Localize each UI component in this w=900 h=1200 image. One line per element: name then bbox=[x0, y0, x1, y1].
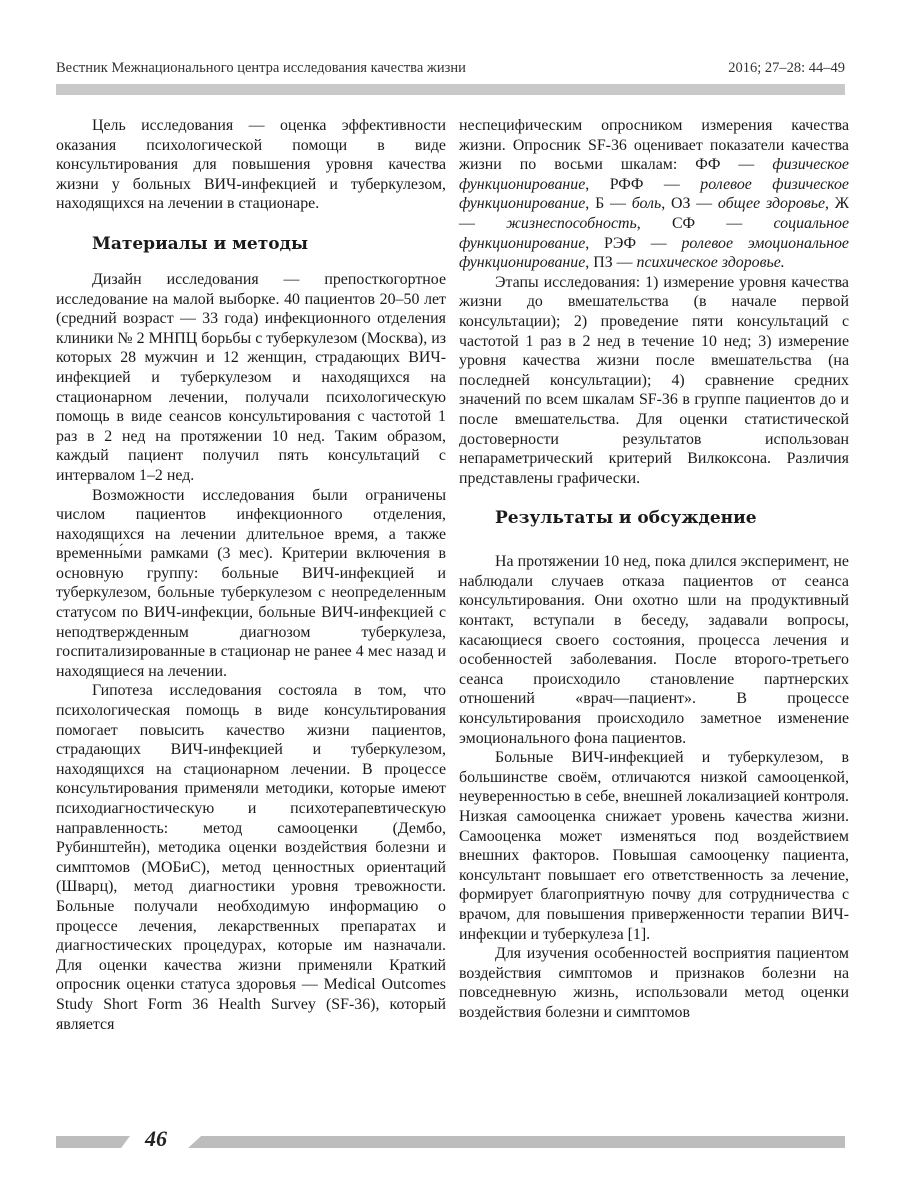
scale-ref: ролевое эмоциональное функционирование bbox=[459, 234, 849, 272]
scale-rff: ролевое физическое функционирование bbox=[459, 175, 849, 213]
text-run: , РЭФ — bbox=[585, 234, 682, 252]
paragraph-design: Дизайн исследования — препосткогортное исследование на малой выборке. 40 пациентов 20–50 лет (средний возраст — 33 года) инфекционного отделения клиники № 2 МНПЦ борьбы с туберкулезом (Москва), из которых 28 мужчин и 12 женщин, страдающих ВИЧ-инфекцией и туберкулезом и находящихся на стационарном лечении, получали психологическую помощь в виде сеансов консультирования с частотой 1 раз в 2 нед на протяжении 10 нед. Таким образом, каждый пациент получил пять консультаций с интервалом 1–2 нед. bbox=[56, 270, 446, 484]
paragraph-limitations: Возможности исследования были ограничены числом пациентов инфекционного отделения, находящихся на лечении длительное время, а также временны́ми рамками (3 мес). Критерии включения в основную группу: больные ВИЧ-инфекцией и туберкулезом, больные туберкулезом с неопределенным статусом по ВИЧ-инфекции, больные ВИЧ-инфекцией с неподтвержденным диагнозом туберкулеза, госпитализированные в стационар не ранее 4 мес назад и находящиеся на лечении. bbox=[56, 486, 446, 680]
text-run: неспецифическим опросником измерения качества жизни. Опросник SF-36 оценивает показатели качества жизни по восьми шкалам: ФФ — bbox=[459, 117, 849, 174]
scale-ff: физическое функционирование bbox=[459, 156, 849, 193]
heading-methods: Материалы и методы bbox=[92, 233, 308, 254]
text-run: , СФ — bbox=[636, 214, 774, 232]
text-run: , РФФ — bbox=[585, 175, 701, 193]
left-column bbox=[56, 116, 446, 1034]
running-header bbox=[56, 60, 845, 80]
text-run: , Б — bbox=[585, 195, 632, 213]
paragraph-aim: Цель исследования — оценка эффективности оказания психологической помощи в виде консультирования для повышения уровня качества жизни у больных ВИЧ-инфекцией и туберкулезом, находящихся на лечении в стационаре. bbox=[56, 117, 446, 213]
text-run: , Ж — bbox=[459, 195, 850, 232]
paragraph-stages: Этапы исследования: 1) измерение уровня качества жизни до вмешательства (в начале первой консультации); 2) проведение пяти консультаций с частотой 1 раз в 2 нед в течение 10 нед; 3) измерение уровня качества жизни после вмешательства (на последней консультации); 4) сравнение средних значений по всем шкалам SF-36 в группе пациентов до и после вмешательства. Для оценки статистической достоверности результатов использован непараметрический критерий Вилкоксона. Различия представлены графически. bbox=[459, 273, 849, 487]
paragraph-results-2: Больные ВИЧ-инфекцией и туберкулезом, в большинстве своём, отличаются низкой самооценкой, неуверенностью в себе, внешней локализацией контроля. Низкая самооценка снижает уровень качества жизни. Самооценка может изменяться под воздействием внешних факторов. Повышая самооценку пациента, консультант повышает его ответственность за лечение, формирует благоприятную почву для сотрудничества с врачом, для повышения приверженности терапии ВИЧ-инфекции и туберкулеза [1]. bbox=[459, 749, 849, 943]
right-column bbox=[459, 116, 849, 1023]
paragraph-results-1: На протяжении 10 нед, пока длился эксперимент, не наблюдали случаев отказа пациентов от сеанса консультирования. Они охотно шли на продуктивный контакт, вступали в беседу, задавали вопросы, касающиеся своего состояния, процесса лечения и особенностей заболевания. После второго-третьего сеанса происходило становление партнерских отношений «врач—пациент». В процессе консультирования происходило заметное изменение эмоционального фона пациентов. bbox=[459, 553, 849, 747]
page-number: 46 bbox=[145, 1126, 167, 1151]
text-run: , ПЗ — bbox=[585, 254, 637, 272]
paragraph-results-3: Для изучения особенностей восприятия пациентом воздействия симптомов и признаков болезни на повседневную жизнь, использовали метод оценки воздействия болезни и симптомов bbox=[459, 945, 849, 1021]
scale-b: боль bbox=[631, 195, 662, 213]
citation: 2016; 27–28: 44–49 bbox=[728, 60, 845, 76]
journal-title: Вестник Межнационального центра исследования качества жизни bbox=[56, 60, 466, 76]
scale-oz: общее здоровье bbox=[717, 195, 825, 213]
paragraph-hypothesis: Гипотеза исследования состояла в том, что психологическая помощь в виде консультирования помогает повысить качество жизни пациентов, страдающих ВИЧ-инфекцией и туберкулезом, находящихся на стационарном лечении. В процессе консультирования применяли методики, которые имеют психодиагностическую и психотерапевтическую направленность: метод самооценки (Дембо, Рубинштейн), методика оценки воздействия болезни и симптомов (МОБиС), метод ценностных ориентаций (Шварц), метод диагностики уровня тревожности. Больные получали необходимую информацию о процессе лечения, лекарственных препаратах и диагностических процедурах, которые им назначали. Для оценки качества жизни применяли Краткий опросник оценки статуса здоровья — Medical Outcomes Study Short Form 36 Health Survey (SF-36), который является bbox=[56, 682, 446, 1033]
header-rule bbox=[56, 84, 845, 95]
footer-bar-right bbox=[188, 1136, 845, 1148]
heading-results: Результаты и обсуждение bbox=[495, 508, 757, 529]
scale-sf: социальное функционирование bbox=[459, 214, 849, 252]
footer-bar-left bbox=[56, 1136, 130, 1148]
paragraph-sf36 bbox=[459, 116, 849, 273]
text-run: , ОЗ — bbox=[661, 195, 718, 213]
scale-zh: жизнеспособность bbox=[506, 214, 637, 232]
scale-pz: психическое здоровье. bbox=[636, 254, 785, 272]
